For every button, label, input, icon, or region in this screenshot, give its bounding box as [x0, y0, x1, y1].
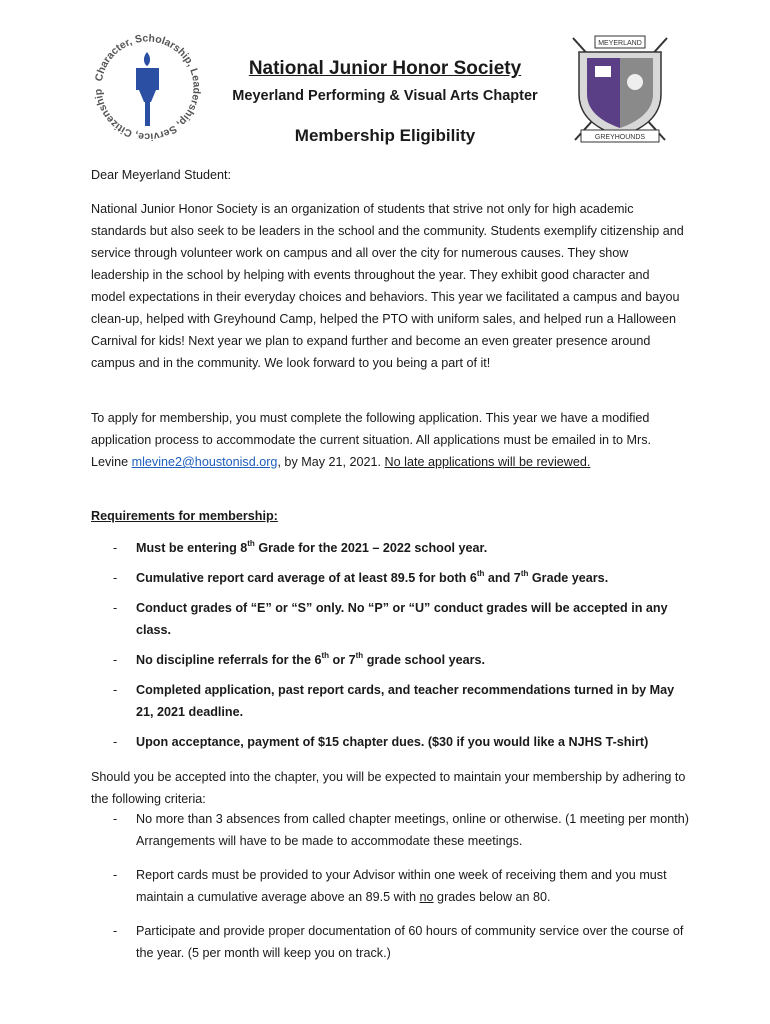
seal-torch-cup — [139, 90, 156, 102]
requirement-text: No discipline referrals for the 6 — [136, 653, 322, 667]
list-dash: - — [113, 735, 118, 749]
apply-paragraph — [91, 407, 686, 473]
list-dash: - — [113, 601, 118, 615]
requirement-text: Must be entering 8 — [136, 541, 248, 555]
list-dash: - — [113, 868, 118, 882]
seal-ring-text: Character, Scholarship, Leadership, Service, Citizenship — [92, 32, 203, 143]
requirement-item-average — [91, 567, 686, 589]
criteria-text: Report cards must be provided to your Advisor within one week of receiving them and you must maintain a cumulative average above an 89.5 with — [136, 868, 667, 904]
crest-top-text: MEYERLAND — [598, 40, 642, 47]
apply-text: To apply for membership, you must complete the following application. This year we have a modified application process to accommodate the current situation. All applications must be emailed in to Mrs. Levine — [91, 411, 652, 469]
no-late-notice: No late applications will be reviewed. — [384, 455, 591, 469]
crest-bottom-text: GREYHOUNDS — [594, 134, 646, 141]
requirement-item-grade — [91, 537, 686, 559]
seal-torch-handle — [145, 102, 150, 126]
criteria-item-absences — [91, 808, 691, 852]
criteria-intro: Should you be accepted into the chapter, you will be expected to maintain your membership by adhering to the following criteria: — [91, 770, 686, 806]
requirement-item-discipline — [91, 649, 686, 671]
ordinal-suffix: th — [520, 568, 529, 578]
requirement-item-dues — [91, 731, 686, 753]
apply-deadline-text: , by May 21, 2021. — [277, 455, 385, 469]
document-title: National Junior Honor Society — [248, 58, 522, 79]
requirement-text: grade school years. — [363, 653, 485, 667]
criteria-item-report-cards — [91, 864, 691, 908]
list-dash: - — [113, 653, 118, 667]
requirement-item-application — [91, 679, 686, 723]
crest-book-icon — [595, 66, 611, 77]
requirement-text: Upon acceptance, payment of $15 chapter dues. ($30 if you would like a NJHS T-shirt) — [136, 735, 649, 749]
requirement-text: or 7 — [329, 653, 356, 667]
list-dash: - — [113, 812, 118, 826]
list-dash: - — [113, 683, 118, 697]
requirement-text: Grade for the 2021 – 2022 school year. — [254, 541, 488, 555]
list-dash: - — [113, 571, 118, 585]
requirement-text: and 7 — [484, 571, 521, 585]
requirement-text: Grade years. — [528, 571, 609, 585]
list-dash: - — [113, 541, 118, 555]
section-heading: Membership Eligibility — [294, 126, 476, 145]
requirement-text: Conduct grades of “E” or “S” only. No “P” or “U” conduct grades will be accepted in any class. — [136, 601, 668, 637]
criteria-text: Participate and provide proper documentation of 60 hours of community service over the course of the year. (5 per month will keep you on track.) — [136, 924, 684, 960]
ordinal-suffix: th — [355, 650, 364, 660]
advisor-email-link[interactable]: mlevine2@houstonisd.org — [131, 455, 278, 469]
criteria-item-service — [91, 920, 691, 964]
ordinal-suffix: th — [476, 568, 485, 578]
criteria-text: grades below an 80. — [433, 890, 551, 904]
seal-flame-icon — [144, 52, 150, 66]
requirement-item-conduct — [91, 597, 686, 641]
criteria-text: No more than 3 absences from called chapter meetings, online or otherwise. (1 meeting per month) Arrangements will have to be made to accommodate these meetings. — [136, 812, 690, 848]
chapter-subtitle: Meyerland Performing & Visual Arts Chapter — [232, 88, 538, 104]
criteria-emphasis: no — [419, 890, 434, 904]
criteria-list — [91, 808, 691, 976]
seal-torch-flag — [136, 68, 159, 90]
ordinal-suffix: th — [321, 650, 330, 660]
crest-mask-icon — [627, 74, 643, 90]
letter-intro-paragraph: National Junior Honor Society is an organization of students that strive not only for high academic standards but also seek to be leaders in the school and the community. Students exemplify citizenship and service through volunteer work on campus and all over the city for numerous causes. They show leadership in the school by helping with events throughout the year. They exhibit good character and model expectations in their everyday choices and behaviors. This year we facilitated a campus and bayou clean-up, helped with Greyhound Camp, helped the PTO with uniform sales, and helped run a Halloween Carnival for kids! Next year we plan to expand further and become an even greater presence around campus and in the community. We look forward to you being a part of it! — [91, 202, 684, 370]
requirements-list — [91, 537, 686, 761]
ordinal-suffix: th — [247, 538, 255, 548]
requirements-heading: Requirements for membership: — [91, 509, 278, 523]
letter-greeting: Dear Meyerland Student: — [91, 168, 232, 182]
requirement-text: Completed application, past report cards, and teacher recommendations turned in by May 21, 2021 deadline. — [136, 683, 675, 719]
list-dash: - — [113, 924, 118, 938]
requirement-text: Cumulative report card average of at least 89.5 for both 6 — [136, 571, 477, 585]
